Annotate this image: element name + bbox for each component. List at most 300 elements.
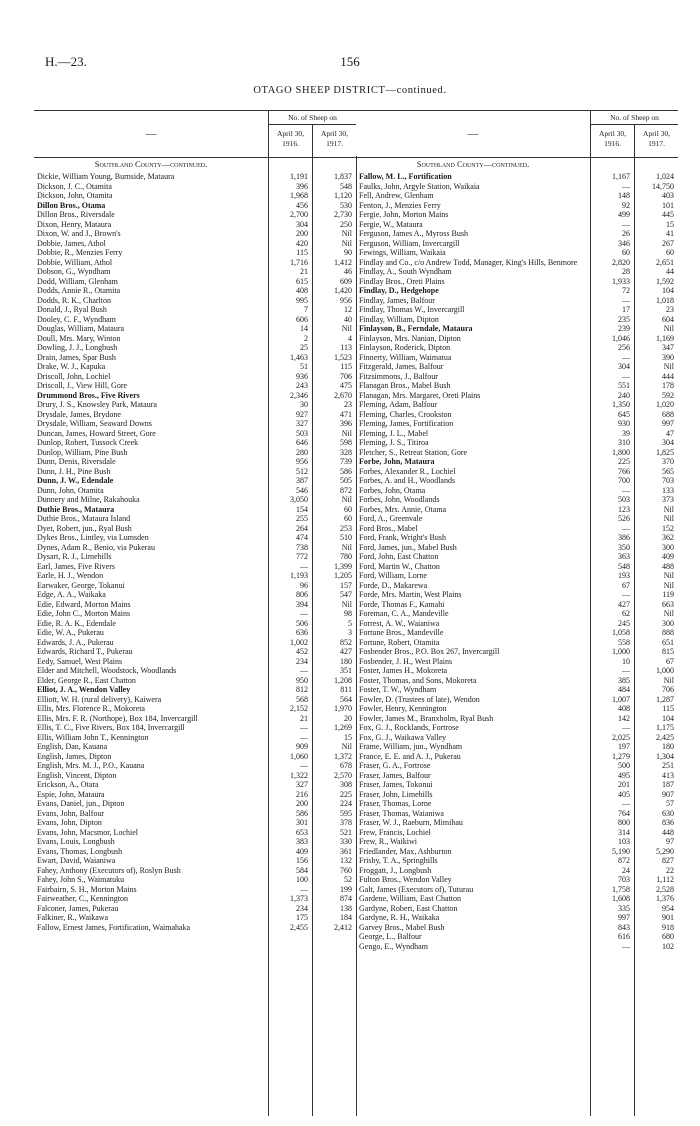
owner-name: Fraser, G. A., Fortrose <box>359 761 431 770</box>
owner-name: Fairweather, C., Kennington <box>37 894 128 903</box>
owner-name: Fortune Bros., Mandeville <box>359 628 444 637</box>
sheep-1917-value: 52 <box>344 875 352 884</box>
table-row <box>34 790 356 800</box>
sheep-1916-value: 1,058 <box>612 628 630 637</box>
owner-name: Ford Bros., Mabel <box>359 523 418 533</box>
sheep-1916-value: 175 <box>296 913 308 922</box>
sheep-1917-value: 23 <box>666 305 674 314</box>
table-row <box>34 875 356 885</box>
sheep-1917-value: 104 <box>662 286 674 295</box>
owner-name: Elder, George R., East Chatton <box>37 675 136 685</box>
table-row <box>356 239 678 249</box>
sheep-1916-value: — <box>622 941 630 951</box>
owner-name: Edie, W. A., Pukerau <box>37 628 104 637</box>
owner-name: Dodd, William, Glenham <box>37 276 118 286</box>
sheep-1917-value: 706 <box>340 371 352 381</box>
col-1917-header: April 30, 1917. <box>312 125 356 157</box>
table-row <box>356 638 678 648</box>
sheep-1917-value: 448 <box>662 827 674 837</box>
table-row <box>34 286 356 296</box>
sheep-1917-value: 22 <box>666 865 674 875</box>
sheep-1917-value: 330 <box>340 837 352 846</box>
sheep-1916-value: 148 <box>618 191 630 200</box>
sheep-1917-value: 1,269 <box>334 723 352 732</box>
table-row <box>34 685 356 695</box>
sheep-1916-value: 474 <box>296 533 308 542</box>
sheep-1916-value: 546 <box>296 485 308 495</box>
sheep-1917-value: 308 <box>340 780 352 789</box>
sheep-1917-value: Nil <box>663 504 674 514</box>
sheep-1916-value: 25 <box>300 343 308 352</box>
sheep-1917-value: 505 <box>340 476 352 485</box>
sheep-1917-value: 907 <box>662 789 674 799</box>
sheep-1916-value: 7 <box>304 305 308 314</box>
sheep-1917-value: 57 <box>666 799 674 808</box>
sheep-1917-value: 362 <box>662 533 674 542</box>
owner-name: Dunlop, Robert, Tussock Creek <box>37 438 139 447</box>
owner-name: Dunn, John, Otamita <box>37 485 104 495</box>
sheep-1916-value: 995 <box>296 295 308 305</box>
sheep-1916-value: 235 <box>618 314 630 324</box>
sheep-1916-value: 100 <box>296 875 308 884</box>
table-row <box>356 372 678 382</box>
sheep-1916-value: 495 <box>618 770 630 780</box>
sheep-1917-value: 4 <box>348 333 352 343</box>
owner-name: Doull, Mrs. Mary, Winton <box>37 333 121 343</box>
sheep-1916-value: — <box>622 523 630 533</box>
sheep-1917-value: 2,412 <box>334 922 352 932</box>
sheep-1917-value: 564 <box>340 694 352 704</box>
owner-name: English, Mrs. M. J., P.O., Kauana <box>37 761 145 770</box>
owner-name: Dunn, J. H., Pine Bush <box>37 466 111 476</box>
owner-name: Elliot, J. A., Wendon Valley <box>37 685 131 694</box>
sheep-1917-value: 1,523 <box>334 352 352 362</box>
table-row <box>34 343 356 353</box>
table-row <box>356 837 678 847</box>
owner-name: Faulks, John, Argyle Station, Waikaia <box>359 181 480 191</box>
table-row <box>356 362 678 372</box>
owner-name: Ellis, Mrs. Florence R., Mokoreta <box>37 704 145 713</box>
table-row <box>356 286 678 296</box>
table-row <box>356 172 678 182</box>
sheep-1917-value: 427 <box>340 647 352 656</box>
table-row <box>356 562 678 572</box>
sheep-1917-value: 351 <box>340 666 352 675</box>
sheep-1917-value: 548 <box>340 181 352 191</box>
owner-name: Edie, Edward, Morton Mains <box>37 599 131 609</box>
sheep-1917-value: 390 <box>662 352 674 362</box>
owner-name: Ellis, T. C., Five Rivers, Box 184, Invercargill <box>37 723 185 732</box>
sheep-1916-value: — <box>300 884 308 894</box>
sheep-1916-value: 200 <box>296 229 308 238</box>
owner-name: Duthie Bros., Mataura Island <box>37 514 131 523</box>
sheep-1916-value: 72 <box>622 286 630 295</box>
table-row <box>356 267 678 277</box>
sheep-1916-value: 526 <box>618 514 630 523</box>
sheep-1916-value: 408 <box>296 286 308 295</box>
sheep-1916-value: — <box>300 561 308 571</box>
owner-name: Duthie Bros., Mataura <box>37 504 115 514</box>
sheep-1916-value: 92 <box>622 200 630 210</box>
table-row <box>356 913 678 923</box>
sheep-1917-value: 530 <box>340 200 352 210</box>
sheep-1916-value: 60 <box>622 248 630 257</box>
sheep-1917-value: 97 <box>666 837 674 846</box>
sheep-1916-value: — <box>622 181 630 191</box>
table-row <box>34 543 356 553</box>
owner-name: Fraser, John, Limehills <box>359 789 433 799</box>
table-row <box>34 695 356 705</box>
sheep-1916-value: 653 <box>296 827 308 837</box>
sheep-1917-value: 471 <box>340 409 352 419</box>
sheep-1917-value: Nil <box>663 675 674 685</box>
sheep-1916-value: — <box>300 666 308 675</box>
table-row <box>356 315 678 325</box>
table-row <box>356 894 678 904</box>
table-row <box>34 495 356 505</box>
owner-name: Foster, Thomas, and Sons, Mokoreta <box>359 675 477 685</box>
sheep-1916-value: 396 <box>296 181 308 191</box>
sheep-1917-value: 1,112 <box>656 875 674 884</box>
owner-name: Dodds, R. K., Charlton <box>37 295 111 305</box>
page-header <box>0 0 700 110</box>
table-row <box>356 761 678 771</box>
table-row <box>34 647 356 657</box>
table-row <box>356 400 678 410</box>
sheep-1916-value: 1,933 <box>612 276 630 286</box>
owner-name: Fraser, James, Balfour <box>359 770 431 780</box>
sheep-1917-value: Nil <box>341 742 352 751</box>
table-row <box>34 229 356 239</box>
owner-name: Dyet, Robert, jun., Ryal Bush <box>37 523 132 533</box>
sheep-1916-value: 10 <box>622 656 630 666</box>
sheep-1917-value: 827 <box>662 856 674 865</box>
sheep-1917-value: 739 <box>340 457 352 466</box>
sheep-1916-value: 558 <box>618 637 630 647</box>
sheep-1917-value: 180 <box>662 742 674 751</box>
owner-name: Duncan, James, Howard Street, Gore <box>37 428 156 438</box>
sheep-1917-value: 997 <box>662 419 674 428</box>
sheep-1917-value: 852 <box>340 637 352 647</box>
sheep-1916-value: 646 <box>296 438 308 447</box>
sheep-1917-value: 1,837 <box>334 172 352 181</box>
owner-name: Forbes, A. and H., Woodlands <box>359 476 456 485</box>
owner-name: Gengo, E., Wyndham <box>359 941 428 951</box>
sheep-1916-value: 383 <box>296 837 308 846</box>
owner-name: English, Dan, Kauana <box>37 742 108 751</box>
owner-name: Fairbairn, S. H., Morton Mains <box>37 884 137 894</box>
sheep-1917-value: 2,651 <box>656 257 674 267</box>
owner-name: Forrest, A. W., Waianiwa <box>359 618 440 628</box>
sheep-1916-value: 1,800 <box>612 447 630 457</box>
owner-name: Forbe, John, Mataura <box>359 457 435 466</box>
sheep-1917-value: 630 <box>662 808 674 818</box>
sheep-1917-value: 251 <box>662 761 674 770</box>
owner-name: Frew, R., Waikiwi <box>359 837 418 846</box>
sheep-1916-value: 201 <box>618 780 630 789</box>
sheep-1917-value: 46 <box>344 267 352 276</box>
owner-name: Forbes, Alexander R., Lochiel <box>359 466 456 476</box>
sheep-1916-value: 1,007 <box>612 694 630 704</box>
owner-name: Dobbie, William, Athol <box>37 257 113 267</box>
owner-name: Edie, John C., Morton Mains <box>37 609 131 618</box>
owner-name: Dowling, J. J., Longbush <box>37 343 118 352</box>
table-row <box>356 771 678 781</box>
sheep-1916-value: 1,002 <box>290 637 308 647</box>
sheep-1917-value: 41 <box>666 229 674 238</box>
sheep-1916-value: 1,193 <box>290 571 308 580</box>
sheep-1917-value: Nil <box>663 571 674 580</box>
owner-name: Driscoll, J., View Hill, Gore <box>37 381 128 390</box>
sheep-1916-value: 606 <box>296 314 308 324</box>
table-row <box>34 172 356 182</box>
table-row <box>356 780 678 790</box>
table-row <box>34 296 356 306</box>
owner-name: Edge, A. A., Waikaka <box>37 590 106 599</box>
owner-name: Forde, D., Makarewa <box>359 580 428 590</box>
owner-name: Donald, J., Ryal Bush <box>37 305 107 314</box>
sheep-1916-value: 225 <box>618 457 630 466</box>
owner-name: Drysdale, James, Brydone <box>37 409 121 419</box>
owner-name: Fulton Bros., Wendon Valley <box>359 875 452 884</box>
owner-name: Ford, Frank, Wright's Bush <box>359 533 446 542</box>
sheep-1916-value: — <box>622 723 630 732</box>
table-row <box>34 714 356 724</box>
sheep-1917-value: 396 <box>340 419 352 428</box>
table-row <box>356 714 678 724</box>
table-row <box>34 733 356 743</box>
owner-name: Earle, H. J., Wendon <box>37 571 104 580</box>
table-row <box>356 353 678 363</box>
table-row <box>34 258 356 268</box>
sheep-1917-value: 23 <box>344 400 352 409</box>
owner-name: Ferguson, William, Invercargill <box>359 238 460 248</box>
sheep-1916-value: 586 <box>296 808 308 818</box>
owner-name: Edie, R. A. K., Edendale <box>37 618 116 628</box>
sheep-1917-value: 60 <box>666 248 674 257</box>
sheep-1916-value: 551 <box>618 381 630 390</box>
owner-name: Finlayson, Roderick, Dipton <box>359 343 451 352</box>
owner-name: Fallow, M. L., Fortification <box>359 172 452 181</box>
sheep-1917-value: 1,024 <box>656 172 674 181</box>
table-row <box>34 771 356 781</box>
sheep-1917-value: 5 <box>348 618 352 628</box>
table-row <box>356 600 678 610</box>
table-row <box>356 391 678 401</box>
table-row <box>34 761 356 771</box>
table-row <box>34 676 356 686</box>
table-body <box>356 172 678 951</box>
sheep-1917-value: 1,970 <box>334 704 352 713</box>
sheep-1917-value: 609 <box>340 276 352 286</box>
sheep-1917-value: Nil <box>663 324 674 333</box>
sheep-1917-value: 954 <box>662 903 674 913</box>
owner-name: Dixon, W. and J., Brown's <box>37 229 121 238</box>
sheep-1916-value: — <box>622 666 630 675</box>
sheep-1916-value: — <box>622 590 630 599</box>
table-row <box>356 277 678 287</box>
table-row <box>34 277 356 287</box>
sheep-1917-value: 361 <box>340 846 352 856</box>
owner-name: Dillon Bros., Otama <box>37 200 106 210</box>
table-row <box>34 476 356 486</box>
sheep-1917-value: 1,304 <box>656 751 674 761</box>
table-row <box>34 742 356 752</box>
table-row <box>34 552 356 562</box>
sheep-1916-value: 1,000 <box>612 647 630 656</box>
table-row <box>34 619 356 629</box>
sheep-1917-value: 2,570 <box>334 770 352 780</box>
sheep-1917-value: Nil <box>663 514 674 523</box>
sheep-1916-value: 568 <box>296 694 308 704</box>
table-row <box>356 733 678 743</box>
table-row <box>34 239 356 249</box>
sheep-1916-value: 327 <box>296 780 308 789</box>
owner-name: Fowler, Henry, Kennington <box>359 704 447 713</box>
sheep-1917-value: 40 <box>344 314 352 324</box>
owner-name: Falkiner, R., Waikawa <box>37 913 109 922</box>
owner-name: Frisby, T. A., Springhills <box>359 856 438 865</box>
sheep-1916-value: 405 <box>618 789 630 799</box>
table-row <box>34 381 356 391</box>
sheep-1916-value: 123 <box>618 504 630 514</box>
sheep-1916-value: — <box>300 723 308 732</box>
sheep-1916-value: 427 <box>618 599 630 609</box>
owner-name: Driscoll, John, Lochiel <box>37 371 111 381</box>
owner-name: Dodds, Annie R., Otamita <box>37 286 121 295</box>
owner-name: Fletcher, S., Retreat Station, Gore <box>359 447 468 457</box>
table-row <box>356 448 678 458</box>
owner-name: Findlay, James, Balfour <box>359 295 435 305</box>
sheep-1917-value: Nil <box>341 428 352 438</box>
sheep-1916-value: 997 <box>618 913 630 922</box>
sheep-1917-value: Nil <box>663 580 674 590</box>
sheep-1917-value: 328 <box>340 447 352 457</box>
sheep-1916-value: 616 <box>618 932 630 941</box>
sheep-1917-value: 901 <box>662 913 674 922</box>
table-header <box>356 110 678 158</box>
sheep-1917-value: 184 <box>340 913 352 922</box>
owner-name: Drysdale, William, Seaward Downs <box>37 419 152 428</box>
owner-name: Fleming, Charles, Crookston <box>359 409 452 419</box>
table-row <box>356 809 678 819</box>
sheep-1916-value: 21 <box>300 713 308 723</box>
sheep-1916-value: 234 <box>296 656 308 666</box>
sheep-1916-value: — <box>300 609 308 618</box>
sheep-1916-value: 615 <box>296 276 308 286</box>
sheep-1917-value: 225 <box>340 789 352 799</box>
owner-name: France, E. E. and A. J., Pukerau <box>359 751 461 761</box>
sheep-1916-value: 703 <box>618 875 630 884</box>
sheep-1916-value: 738 <box>296 542 308 552</box>
sheep-1917-value: 15 <box>666 219 674 229</box>
sheep-1917-value: 547 <box>340 590 352 599</box>
table-row <box>356 904 678 914</box>
owner-name: Earwaker, George, Tokanui <box>37 580 125 590</box>
sheep-1917-value: 592 <box>662 390 674 400</box>
sheep-1917-value: Nil <box>341 599 352 609</box>
sheep-1916-value: 240 <box>618 390 630 400</box>
sheep-1917-value: 918 <box>662 922 674 932</box>
sheep-1916-value: 26 <box>622 229 630 238</box>
name-column-header: — <box>145 128 157 140</box>
table-row <box>34 752 356 762</box>
sheep-1916-value: 764 <box>618 808 630 818</box>
sheep-1917-value: 113 <box>340 343 352 352</box>
table-row <box>34 590 356 600</box>
sheep-1917-value: 14,750 <box>652 181 674 191</box>
table-row <box>356 381 678 391</box>
table-row <box>356 457 678 467</box>
table-row <box>356 229 678 239</box>
sheep-1916-value: 1,191 <box>290 172 308 181</box>
sheep-1916-value: 335 <box>618 903 630 913</box>
owner-name: Forbes, John, Woodlands <box>359 495 440 504</box>
owner-name: Forbes, Mrs. Annie, Otama <box>359 504 447 514</box>
sheep-1917-value: 1,399 <box>334 561 352 571</box>
table-row <box>356 220 678 230</box>
owner-name: Erickson, A., Otara <box>37 780 99 789</box>
owner-name: Gardene, William, East Chatton <box>359 894 461 903</box>
table-row <box>356 419 678 429</box>
sheep-1917-value: Nil <box>663 609 674 618</box>
table-row <box>356 343 678 353</box>
owner-name: Espie, John, Mataura <box>37 789 105 799</box>
sheep-1917-value: 138 <box>340 903 352 913</box>
sheep-1916-value: 62 <box>622 609 630 618</box>
sheep-1916-value: 872 <box>618 856 630 865</box>
owner-name: Fraser, James, Tokonui <box>359 780 433 789</box>
table-row <box>34 809 356 819</box>
sheep-1917-value: 1,372 <box>334 751 352 761</box>
owner-name: Findlay, Thomas W., Invercargill <box>359 305 465 314</box>
sheep-1917-value: 1,020 <box>656 400 674 409</box>
sheep-1916-value: 304 <box>618 362 630 371</box>
table-row <box>356 429 678 439</box>
table-row <box>356 875 678 885</box>
table-row <box>356 657 678 667</box>
owner-name: Dickie, William Young, Burnside, Mataura <box>37 172 175 181</box>
table-row <box>34 837 356 847</box>
table-row <box>34 182 356 192</box>
owner-name: Dobson, G., Wyndham <box>37 267 111 276</box>
sheep-1917-value: 101 <box>662 200 674 210</box>
sheep-1917-value: 409 <box>662 552 674 561</box>
owner-name: Ford, Martin W., Chatton <box>359 561 440 571</box>
table-row <box>356 666 678 676</box>
sheep-1916-value: 700 <box>618 476 630 485</box>
table-row <box>34 533 356 543</box>
sheep-1917-value: 1,169 <box>656 333 674 343</box>
sheep-1917-value: 20 <box>344 713 352 723</box>
sheep-1917-value: 1,208 <box>334 675 352 685</box>
sheep-1916-value: 1,373 <box>290 894 308 903</box>
owner-name: Finlayson, B., Ferndale, Mataura <box>359 324 473 333</box>
sheep-1917-value: 874 <box>340 894 352 903</box>
sheep-1916-value: 310 <box>618 438 630 447</box>
sheep-1916-value: 142 <box>618 713 630 723</box>
owner-name: Dooley, C. F., Wyndham <box>37 314 116 324</box>
sheep-1917-value: 445 <box>662 210 674 219</box>
table-row <box>34 894 356 904</box>
owner-name: English, Vincent, Dipton <box>37 770 117 780</box>
table-row <box>356 486 678 496</box>
sheep-1917-value: 373 <box>662 495 674 504</box>
sheep-1916-value: 350 <box>618 542 630 552</box>
sheep-1916-value: 30 <box>300 400 308 409</box>
sheep-1917-value: 152 <box>662 523 674 533</box>
sheep-1917-value: 688 <box>662 409 674 419</box>
